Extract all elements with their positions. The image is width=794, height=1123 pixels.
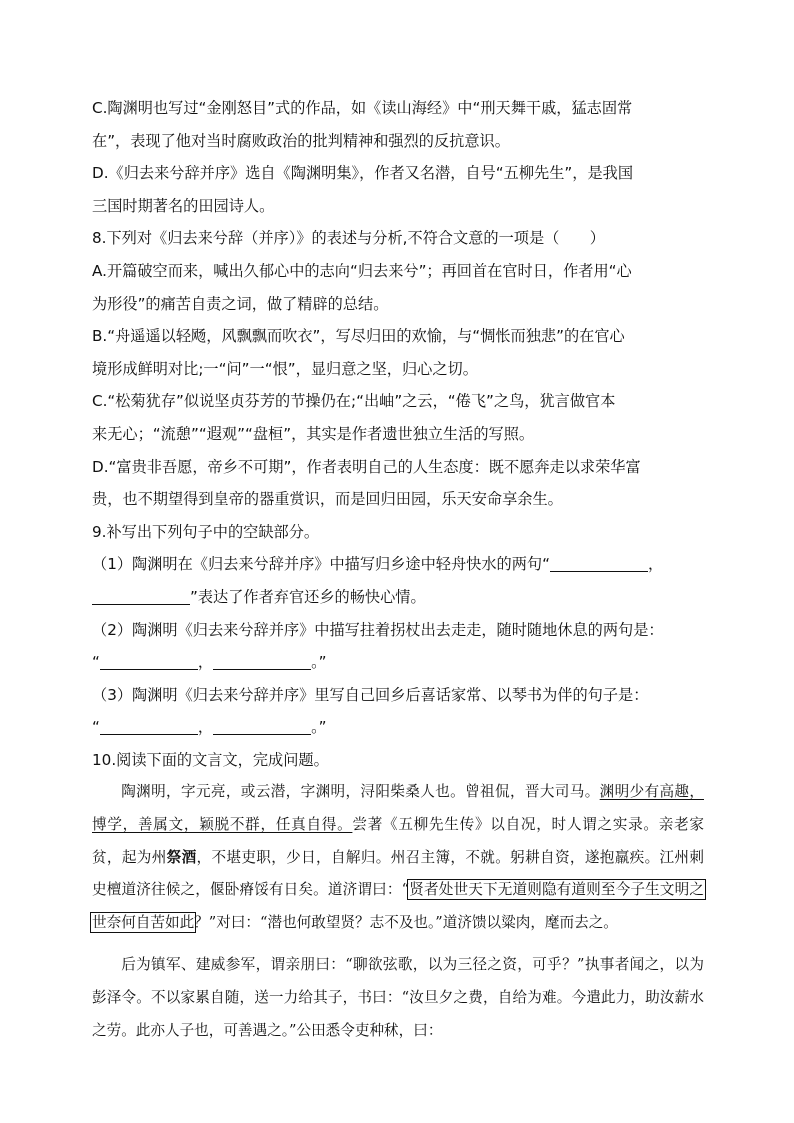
answer-blank[interactable] bbox=[92, 587, 190, 605]
option-8c-line-2: 来无心；“流憩”“遐观”“盘桓”，其实是作者遗世独立生活的写照。 bbox=[92, 424, 535, 443]
answer-blank[interactable] bbox=[550, 554, 648, 572]
question-9-2-line-2: “ ， 。” bbox=[92, 653, 327, 672]
bold-term: 祭酒 bbox=[166, 848, 197, 866]
question-10-stem: 10.阅读下面的文言文，完成问题。 bbox=[92, 750, 329, 769]
question-9-1-line-1: （1）陶渊明在《归去来兮辞并序》中描写归乡途中轻舟快水的两句“ ， bbox=[92, 555, 664, 574]
option-7c-line-1: C.陶渊明也写过“金刚怒目”式的作品，如《读山海经》中“刑天舞干戚，猛志固常 bbox=[92, 99, 633, 117]
answer-blank[interactable] bbox=[100, 717, 198, 735]
option-7c-line-2: 在”，表现了他对当时腐败政治的批判精神和强烈的反抗意识。 bbox=[92, 131, 510, 150]
document-content bbox=[92, 92, 704, 1047]
question-8-stem: 8.下列对《归去来兮辞（并序）》的表述与分析,不符合文意的一项是（ ） bbox=[92, 229, 605, 248]
option-8d-line-1: D.“富贵非吾愿，帝乡不可期”，作者表明自己的人生态度：既不愿奔走以求荣华富 bbox=[92, 457, 641, 476]
option-8a-line-1: A.开篇破空而来，喊出久郁心中的志向“归去来兮”；再回首在官时日，作者用“心 bbox=[92, 261, 632, 280]
answer-blank[interactable] bbox=[213, 717, 311, 735]
question-9-2-line-1: （2）陶渊明《归去来兮辞并序》中描写拄着拐杖出去走走，随时随地休息的两句是： bbox=[92, 620, 664, 639]
option-8a-line-2: 为形役”的痛苦自责之词，做了精辟的总结。 bbox=[92, 294, 389, 313]
question-9-3-line-1: （3）陶渊明《归去来兮辞并序》里写自己回乡后喜话家常、以琴书为伴的句子是： bbox=[92, 685, 649, 704]
boxed-sentence: 贤者处世天下无道则隐有道则至今子生文明之世奈何自苦如此 bbox=[92, 881, 704, 931]
passage-paragraph-1: 陶渊明，字元亮，或云潜，字渊明，浔阳柴桑人也。曾祖侃，晋大司马。渊明少有高趣，博学，善属文，颖脱不群，任真自得。尝著《五柳先生传》以自况，时人谓之实录。亲老家贫，起为州祭酒，不堪吏职，少日，自解归。州召主簿，不就。躬耕自资，遂抱羸疾。江州刺史檀道济往候之，偃卧瘠馁有日矣。道济谓曰：“贤者处世天下无道则隐有道则至今子生文明之世奈何自苦如此？”对曰：“潜也何敢望贤？志不及也。”道济馈以粱肉，麾而去之。 bbox=[92, 783, 704, 931]
answer-blank[interactable] bbox=[213, 652, 311, 670]
option-8b-line-1: B.“舟遥遥以轻飏，风飘飘而吹衣”，写尽归田的欢愉，与“惆怅而独悲”的在官心 bbox=[92, 327, 625, 346]
question-9-1-line-2: ”表达了作者弃官还乡的畅快心情。 bbox=[92, 581, 704, 614]
question-9-stem: 9.补写出下列句子中的空缺部分。 bbox=[92, 522, 320, 541]
question-9-3-line-2: “ ， 。” bbox=[92, 718, 327, 737]
answer-blank[interactable] bbox=[100, 652, 198, 670]
option-7d-line-2: 三国时期著名的田园诗人。 bbox=[92, 196, 275, 215]
option-8b-line-2: 境形成鲜明对比;一“问”一“恨”，显归意之坚，归心之切。 bbox=[92, 359, 478, 378]
option-7d-line-1: D.《归去来兮辞并序》选自《陶渊明集》，作者又名潜，自号“五柳先生”，是我国 bbox=[92, 164, 634, 183]
option-8c-line-1: C.“松菊犹存”似说坚贞芬芳的节操仍在;“出岫”之云，“倦飞”之鸟，犹言做官本 bbox=[92, 392, 616, 411]
passage-paragraph-2: 后为镇军、建威参军，谓亲朋曰：“聊欲弦歌，以为三径之资，可乎？”执事者闻之，以为彭泽令。不以家累自随，送一力给其子，书曰：“汝旦夕之费，自给为难。今遣此力，助汝薪水之劳。此亦人子也，可善遇之。”公田悉令吏种秫，曰： bbox=[92, 956, 704, 1039]
option-8d-line-2: 贵，也不期望得到皇帝的器重赏识，而是回归田园，乐天安命享余生。 bbox=[92, 490, 563, 509]
underlined-sentence: 渊明少有高趣，博学，善属文，颖脱不群，任真自得。 bbox=[92, 783, 704, 834]
